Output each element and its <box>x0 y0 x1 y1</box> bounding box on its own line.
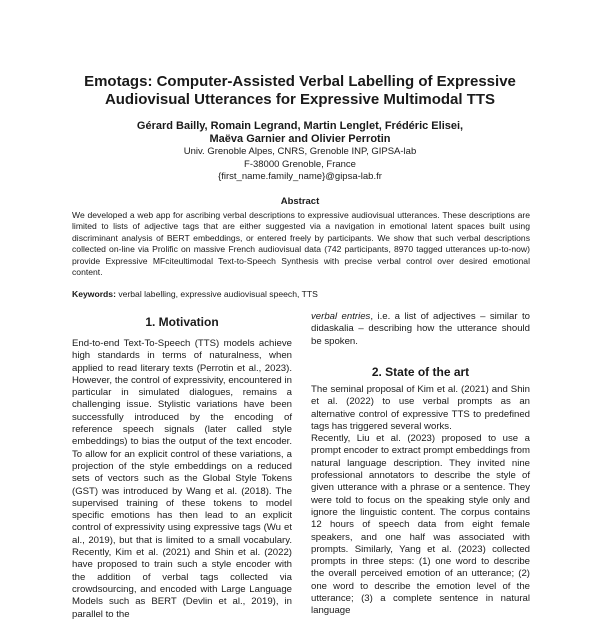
left-column <box>72 338 292 620</box>
section-2-heading: 2. State of the art <box>371 365 470 379</box>
title-line-2: Audiovisual Utterances for Expressive Multimodal TTS <box>104 91 496 108</box>
section-1-heading: 1. Motivation <box>145 315 219 329</box>
continuation-italic: verbal entries <box>311 311 371 322</box>
continuation-text: , i.e. a list of adjectives – similar to didaskalia – describing how the utterance should be spoken. <box>311 311 531 347</box>
affiliation <box>60 146 540 184</box>
keywords-line <box>72 289 530 300</box>
authors-line-1: Gérard Bailly, Romain Legrand, Martin Lenglet, Frédéric Elisei, <box>136 120 464 132</box>
affiliation-line-1: Univ. Grenoble Alpes, CNRS, Grenoble INP, GIPSA-lab <box>183 146 417 157</box>
paper-title <box>60 73 540 109</box>
keywords-text: verbal labelling, expressive audiovisual speech, TTS <box>115 289 318 299</box>
author-list <box>60 120 540 146</box>
contact-email: {first_name.family_name}@gipsa-lab.fr <box>218 171 382 182</box>
affiliation-line-2: F-38000 Grenoble, France <box>244 158 356 170</box>
right-column-body <box>311 384 530 617</box>
right-column-top <box>311 311 530 348</box>
title-line-1: Emotags: Computer-Assisted Verbal Labelling of Expressive <box>84 73 516 90</box>
abstract-text: We developed a web app for ascribing verbal descriptions to expressive audiovisual utterances. These descriptions are limited to lists of adjective tags that are either suggested via a navigation in emotional latent spaces built using discriminant analysis of BERT embeddings, or entered freely by participants. We show that such verbal descriptions collected on-line via Prolific on massive French audiovisual data (742 participants, 8970 tagged utterances up-to-now) provide Expressive MFciteultimodal Text-to-Speech Synthesis with precise verbal control over desired emotional content. <box>72 210 530 278</box>
section-1-continuation <box>311 311 530 348</box>
section-1-text: End-to-end Text-To-Speech (TTS) models achieve high standards in terms of naturalness, when applied to read literary texts (Perrotin et al., 2023). However, the control of expressivity, encountered in particular in simulated dialogues, remains a challenging issue. Stylistic variations have been successfully introduced by the encoding of reference speech signals (later called style embeddings) to bias the output of the text encoder. To allow for an explicit control of these variations, a projection of the style embeddings on a reduced sets of vectors such as the Global Style Tokens (GST) was introduced by Wang et al. (2018). The supervised training of these tokens to model specific emotions has then lead to an explicit control of expressivity using expressive tags (Wu et al., 2019), but that is limited to a small vocabulary. Recently, Kim et al. (2021) and Shin et al. (2022) have proposed to train such a style encoder with the addition of verbal tags collected via crowdsourcing, and encoded with Large Language Models such as BERT (Devlin et al., 2019), in parallel to the <box>72 338 292 620</box>
abstract-heading: Abstract <box>280 196 320 207</box>
section-2-paragraph-2: Recently, Liu et al. (2023) proposed to use a prompt encoder to extract prompt embeddings from natural language description. They invited nine professional annotators to describe the style of given utterance with a phrase or a sentence. They were told to focus on the speaking style only and ignore the linguistic content. The corpus contains 12 hours of speech data from eight female speakers, and one half was associated with prompts. Similarly, Yang et al. (2023) collected prompts in three steps: (1) one word to describe the overall perceived emotion of an utterance; (2) one word to describe the emotion level of the utterance; (3) a complete sentence in natural language <box>311 433 530 617</box>
authors-line-2: Maëva Garnier and Olivier Perrotin <box>209 133 391 145</box>
section-2-paragraph-1: The seminal proposal of Kim et al. (2021) and Shin et al. (2022) to use verbal prompts as an alternative control of expressive TTS to predefined tags has triggered several works. <box>311 384 530 432</box>
keywords-label: Keywords: <box>72 289 116 299</box>
